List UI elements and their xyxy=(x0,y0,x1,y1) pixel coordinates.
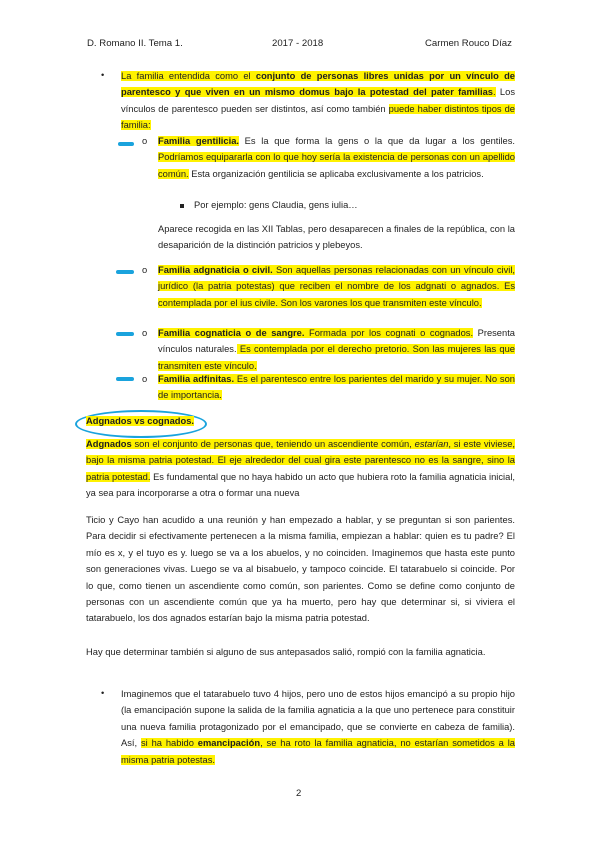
page-number: 2 xyxy=(296,788,302,799)
intro-plain: Los vínculos de parentesco pueden ser distintos, así como también xyxy=(121,87,515,114)
definition-highlight-2: , si este viviese, bajo la misma patria potestad. El eje alrededor del cual gira este parentesco no es la sangre, sino la patria potestad. xyxy=(86,439,515,482)
definition-highlight-1: son el conjunto de personas que, teniendo un ascendiente común, xyxy=(131,439,415,449)
cognaticia-title: Familia cognaticia o de sangre. xyxy=(158,328,305,338)
definition-italic: estarían xyxy=(414,439,449,449)
gentilicia-title: Familia gentilicia. xyxy=(158,136,239,146)
agnaticia-text: Son aquellas personas relacionadas con un vínculo civil, jurídico (la patria potestas) que reciben el nombre de los adgnati o agnados. Es contemplada por el ius civile. Son los varones los que transmiten este vínculo. xyxy=(158,265,515,308)
intro-highlight-a: La familia entendida como el xyxy=(121,71,256,81)
adfinitas-title: Familia adfinitas. xyxy=(158,374,235,384)
definition-term: Adgnados xyxy=(86,439,132,449)
adfinitas-paragraph xyxy=(158,371,515,404)
intro-highlight-d: puede haber distintos tipos de familia: xyxy=(121,103,515,131)
emancipation-highlight-bold: emancipación xyxy=(197,738,261,749)
emancipation-plain: Imaginemos que el tatarabuelo tuvo 4 hijos, pero uno de estos hijos emancipó a su propio hijo (la emancipación supone la salida de la familia agnaticia a la que uno pertenece para constituir una nueva familia protagonizado por el emancipado, que se convierte en cabeza de familia). Así, xyxy=(121,689,515,749)
cognaticia-text: Presenta vínculos naturales. xyxy=(158,328,515,355)
gentilicia-highlight: Podríamos equipararla con lo que hoy sería la existencia de personas con un apellido común. xyxy=(158,152,515,179)
cognaticia-highlight-2: Es contemplada por el derecho pretorio. Son las mujeres las que transmiten este vínculo. xyxy=(158,344,515,371)
header-center: 2017 - 2018 xyxy=(272,38,324,49)
gentilicia-text-1: Es la que forma la gens o la que da lugar a los gentiles. xyxy=(238,136,515,146)
agnaticia-paragraph xyxy=(158,262,515,311)
intro-highlight-c: . xyxy=(492,87,496,98)
emancipation-highlight-1: si ha habido xyxy=(140,738,198,749)
cognaticia-highlight-1: Formada por los cognati o cognados. xyxy=(304,328,474,338)
square-bullet xyxy=(180,204,184,208)
pen-annotation-mark xyxy=(116,270,134,274)
example-paragraph: Ticio y Cayo han acudido a una reunión y han empezado a hablar, y se preguntan si son parientes. Para decidir si efectivamente pertenecen a la misma familia, empiezan a hablar: quien es tu padre? El mío es x, y el tuyo es y. luego se va a los abuelos, y no coinciden. Imaginemos que hasta este punto son generaciones vivas. Luego se va al bisabuelo, y tampoco coincide. El tatarabuelo si coincide. Por lo que, como tienen un ascendiente como común, son parientes. Como se define como conjunto de personas con un ascendiente común que ya ha muerto, pero hay que determinar si, si viviera el tatarabuelo, los dos agnados estarían bajo la misma patria potestad. xyxy=(86,515,515,624)
gentilicia-note: Aparece recogida en las XII Tablas, pero desaparecen a finales de la república, con la desaparición de la distinción patricios y plebeyos. xyxy=(158,224,515,251)
section-title: Adgnados vs cognados. xyxy=(86,416,194,426)
gentilicia-text-2: Esta organización gentilicia se aplicaba exclusivamente a los patricios. xyxy=(188,168,484,179)
intro-paragraph xyxy=(121,68,515,134)
header-right: Carmen Rouco Díaz xyxy=(425,38,512,49)
emancipation-highlight-2: , se ha roto la familia agnaticia, no estarían sometidos a la misma patria potestas. xyxy=(121,738,515,765)
pen-annotation-mark xyxy=(116,332,134,336)
circle-bullet: o xyxy=(142,374,148,384)
circle-bullet: o xyxy=(142,265,148,275)
gentilicia-paragraph xyxy=(158,133,515,182)
emancipation-paragraph xyxy=(121,686,515,768)
cognaticia-paragraph xyxy=(158,325,515,374)
pen-annotation-mark xyxy=(116,377,134,381)
intro-highlight-bold: conjunto de personas libres unidas por un vínculo de parentesco y que viven en un mismo domus bajo la potestad del pater familias xyxy=(121,71,516,98)
agnaticia-title: Familia adgnaticia o civil. xyxy=(158,265,273,275)
pen-annotation-mark xyxy=(118,142,134,146)
gentilicia-example: Por ejemplo: gens Claudia, gens iulia… xyxy=(194,200,358,210)
determine-paragraph: Hay que determinar también si alguno de sus antepasados salió, rompió con la familia agnaticia. xyxy=(86,647,486,657)
adfinitas-text: Es el parentesco entre los parientes del marido y su mujer. No son de importancia. xyxy=(158,374,515,401)
bullet-dot: • xyxy=(101,70,105,80)
circle-bullet: o xyxy=(142,328,148,338)
bullet-dot: • xyxy=(101,688,105,698)
circle-bullet: o xyxy=(142,136,148,146)
definition-plain: Es fundamental que no haya habido un acto que hubiera roto la familia agnaticia inicial, ya sea para incorporarse a otra o formar una nueva xyxy=(86,471,515,499)
definition-paragraph xyxy=(86,436,515,502)
header-left: D. Romano II. Tema 1. xyxy=(87,38,183,49)
